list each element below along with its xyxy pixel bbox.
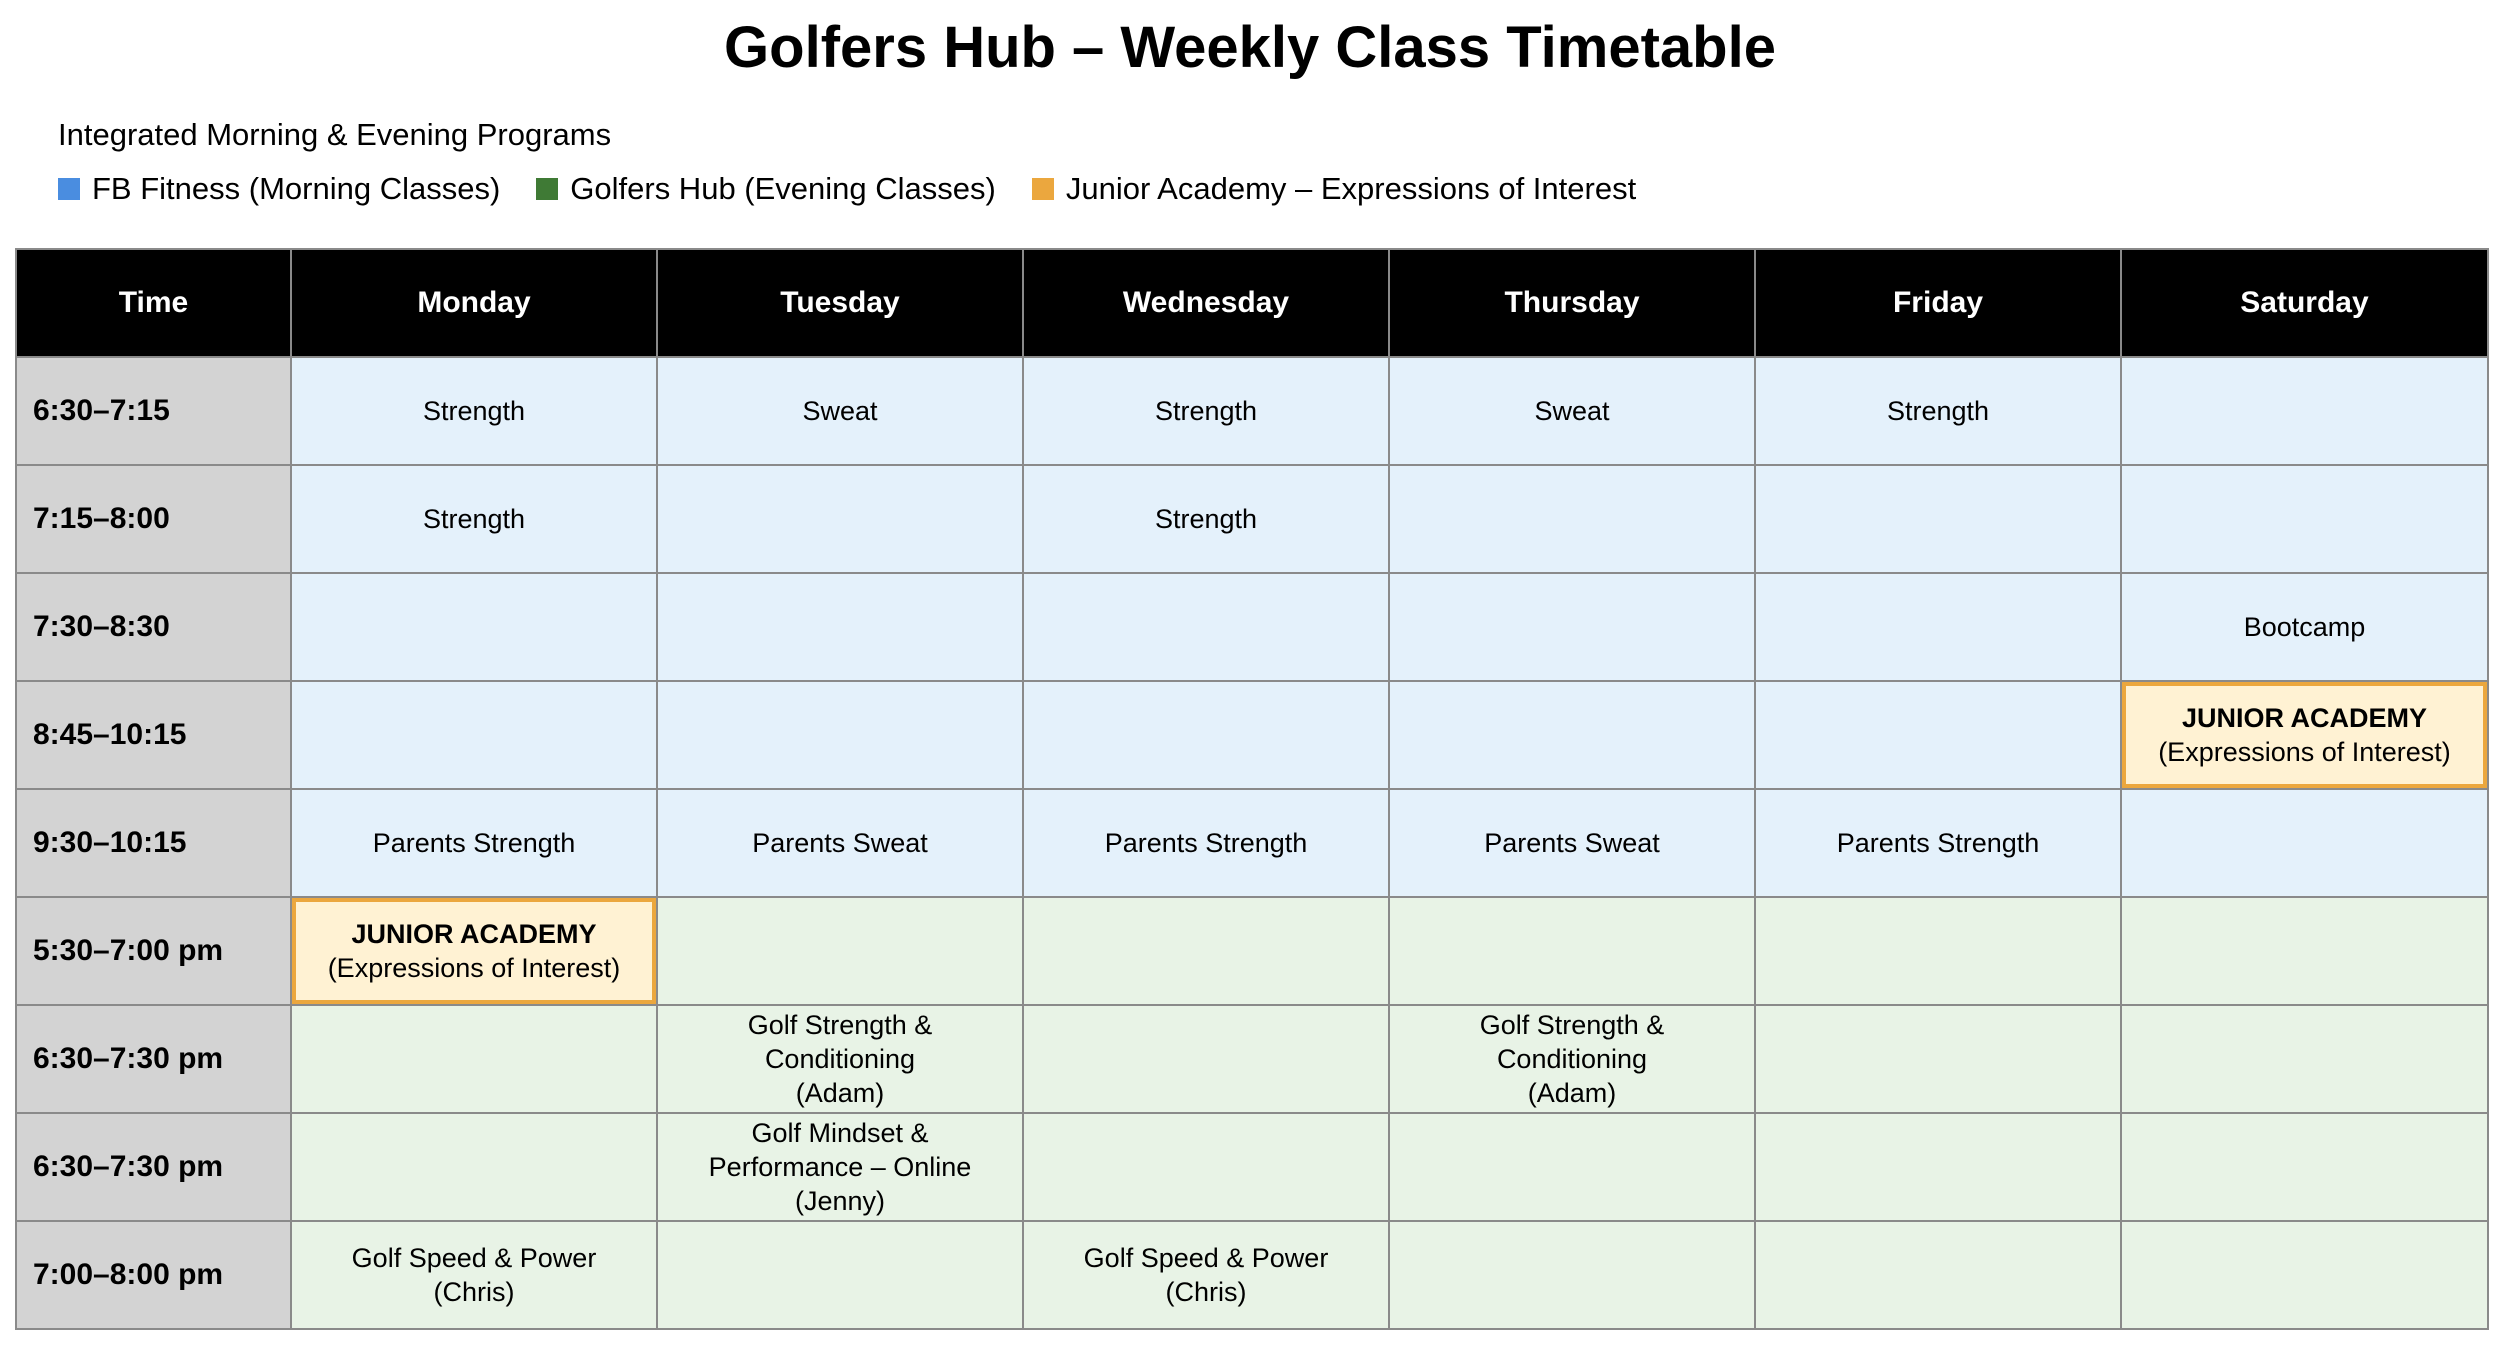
class-cell-tuesday xyxy=(657,789,1023,897)
legend-item-junior xyxy=(1032,168,1636,210)
header-saturday: Saturday xyxy=(2121,249,2488,357)
legend-label-junior: Junior Academy – Expressions of Interest xyxy=(1065,171,1637,206)
class-cell-thursday xyxy=(1389,465,1755,573)
table-row xyxy=(16,897,2488,1005)
header-tuesday: Tuesday xyxy=(657,249,1023,357)
class-cell-monday xyxy=(291,681,657,789)
class-cell-monday xyxy=(291,1005,657,1113)
table-row xyxy=(16,1005,2488,1113)
class-name-line: Sweat xyxy=(802,396,878,426)
time-cell: 7:30–8:30 xyxy=(16,573,291,681)
class-name-line: Performance – Online xyxy=(708,1152,972,1182)
class-name-line: Conditioning xyxy=(1496,1044,1648,1074)
class-cell-tuesday xyxy=(657,681,1023,789)
class-name-line: Strength xyxy=(1154,504,1258,534)
class-name-line: (Adam) xyxy=(1527,1078,1617,1108)
class-cell-wednesday xyxy=(1023,1221,1389,1329)
class-cell-tuesday xyxy=(657,897,1023,1005)
legend-swatch-morning xyxy=(58,178,80,200)
legend-swatch-junior xyxy=(1032,178,1054,200)
header-monday: Monday xyxy=(291,249,657,357)
class-cell-thursday xyxy=(1389,1113,1755,1221)
class-cell-monday xyxy=(291,897,657,1005)
class-cell-thursday xyxy=(1389,1221,1755,1329)
junior-academy-subtitle: (Expressions of Interest) xyxy=(2158,737,2451,767)
time-cell: 7:00–8:00 pm xyxy=(16,1221,291,1329)
class-cell-saturday xyxy=(2121,357,2488,465)
subtitle: Integrated Morning & Evening Programs xyxy=(58,117,612,152)
class-cell-saturday xyxy=(2121,789,2488,897)
class-name-line: Strength xyxy=(1154,396,1258,426)
class-cell-thursday xyxy=(1389,1005,1755,1113)
class-cell-tuesday xyxy=(657,465,1023,573)
header-wednesday: Wednesday xyxy=(1023,249,1389,357)
class-cell-friday xyxy=(1755,1113,2121,1221)
class-name-line: Strength xyxy=(422,504,526,534)
table-row xyxy=(16,465,2488,573)
class-cell-thursday xyxy=(1389,897,1755,1005)
class-cell-friday xyxy=(1755,681,2121,789)
class-cell-friday xyxy=(1755,897,2121,1005)
class-cell-thursday xyxy=(1389,789,1755,897)
class-cell-friday xyxy=(1755,573,2121,681)
table-row xyxy=(16,357,2488,465)
table-row xyxy=(16,1113,2488,1221)
time-cell: 7:15–8:00 xyxy=(16,465,291,573)
table-body xyxy=(16,357,2488,1329)
class-cell-wednesday xyxy=(1023,897,1389,1005)
time-cell: 6:30–7:15 xyxy=(16,357,291,465)
table-row xyxy=(16,681,2488,789)
class-name-line: (Chris) xyxy=(433,1277,515,1307)
class-cell-wednesday xyxy=(1023,357,1389,465)
class-cell-saturday xyxy=(2121,1113,2488,1221)
class-cell-friday xyxy=(1755,465,2121,573)
class-cell-monday xyxy=(291,789,657,897)
class-name-line: Golf Speed & Power xyxy=(351,1243,597,1273)
legend-label-evening: Golfers Hub (Evening Classes) xyxy=(570,171,996,206)
class-cell-monday xyxy=(291,357,657,465)
class-cell-monday xyxy=(291,1221,657,1329)
time-cell: 6:30–7:30 pm xyxy=(16,1113,291,1221)
class-name-line: Golf Mindset & xyxy=(751,1118,929,1148)
class-name-line: Conditioning xyxy=(764,1044,916,1074)
class-cell-wednesday xyxy=(1023,465,1389,573)
page-title: Golfers Hub – Weekly Class Timetable xyxy=(724,15,1776,80)
legend-item-evening xyxy=(536,168,996,210)
junior-academy-subtitle: (Expressions of Interest) xyxy=(327,953,621,983)
class-cell-friday xyxy=(1755,1221,2121,1329)
class-name-line: Bootcamp xyxy=(2243,612,2366,642)
class-cell-saturday xyxy=(2121,573,2488,681)
class-name-line: Parents Strength xyxy=(1104,828,1308,858)
legend-label-morning: FB Fitness (Morning Classes) xyxy=(92,171,501,206)
header-friday: Friday xyxy=(1755,249,2121,357)
class-name-line: Golf Strength & xyxy=(747,1010,933,1040)
class-name-line: Strength xyxy=(1886,396,1990,426)
table-row xyxy=(16,1221,2488,1329)
class-cell-tuesday xyxy=(657,1113,1023,1221)
junior-academy-title: JUNIOR ACADEMY xyxy=(2181,703,2428,733)
legend-swatch-evening xyxy=(536,178,558,200)
class-cell-friday xyxy=(1755,357,2121,465)
class-name-line: Parents Sweat xyxy=(1484,828,1660,858)
time-cell: 9:30–10:15 xyxy=(16,789,291,897)
class-cell-saturday xyxy=(2121,465,2488,573)
class-cell-thursday xyxy=(1389,681,1755,789)
table-row xyxy=(16,573,2488,681)
class-cell-friday xyxy=(1755,789,2121,897)
header-row xyxy=(16,249,2488,357)
class-cell-saturday xyxy=(2121,1221,2488,1329)
class-cell-saturday xyxy=(2121,897,2488,1005)
header-time: Time xyxy=(16,249,291,357)
timetable xyxy=(15,248,2489,1330)
legend-item-morning xyxy=(58,168,500,210)
class-name-line: Parents Strength xyxy=(1836,828,2040,858)
legend xyxy=(58,168,1672,210)
class-cell-wednesday xyxy=(1023,1113,1389,1221)
class-cell-monday xyxy=(291,1113,657,1221)
table-row xyxy=(16,789,2488,897)
class-cell-wednesday xyxy=(1023,1005,1389,1113)
time-cell: 6:30–7:30 pm xyxy=(16,1005,291,1113)
class-name-line: Parents Sweat xyxy=(752,828,928,858)
class-name-line: (Chris) xyxy=(1165,1277,1247,1307)
class-name-line: Golf Strength & xyxy=(1479,1010,1665,1040)
class-name-line: Golf Speed & Power xyxy=(1083,1243,1329,1273)
class-cell-friday xyxy=(1755,1005,2121,1113)
class-cell-tuesday xyxy=(657,357,1023,465)
class-name-line: (Jenny) xyxy=(794,1186,886,1216)
time-cell: 8:45–10:15 xyxy=(16,681,291,789)
class-cell-monday xyxy=(291,465,657,573)
class-cell-thursday xyxy=(1389,573,1755,681)
class-name-line: Sweat xyxy=(1534,396,1610,426)
class-cell-wednesday xyxy=(1023,573,1389,681)
class-name-line: (Adam) xyxy=(795,1078,885,1108)
header-thursday: Thursday xyxy=(1389,249,1755,357)
class-cell-saturday xyxy=(2121,681,2488,789)
time-cell: 5:30–7:00 pm xyxy=(16,897,291,1005)
class-cell-thursday xyxy=(1389,357,1755,465)
class-cell-wednesday xyxy=(1023,681,1389,789)
class-cell-wednesday xyxy=(1023,789,1389,897)
class-cell-tuesday xyxy=(657,573,1023,681)
class-cell-monday xyxy=(291,573,657,681)
class-cell-tuesday xyxy=(657,1221,1023,1329)
class-name-line: Strength xyxy=(422,396,526,426)
junior-academy-title: JUNIOR ACADEMY xyxy=(351,919,597,949)
class-cell-saturday xyxy=(2121,1005,2488,1113)
class-name-line: Parents Strength xyxy=(372,828,576,858)
class-cell-tuesday xyxy=(657,1005,1023,1113)
